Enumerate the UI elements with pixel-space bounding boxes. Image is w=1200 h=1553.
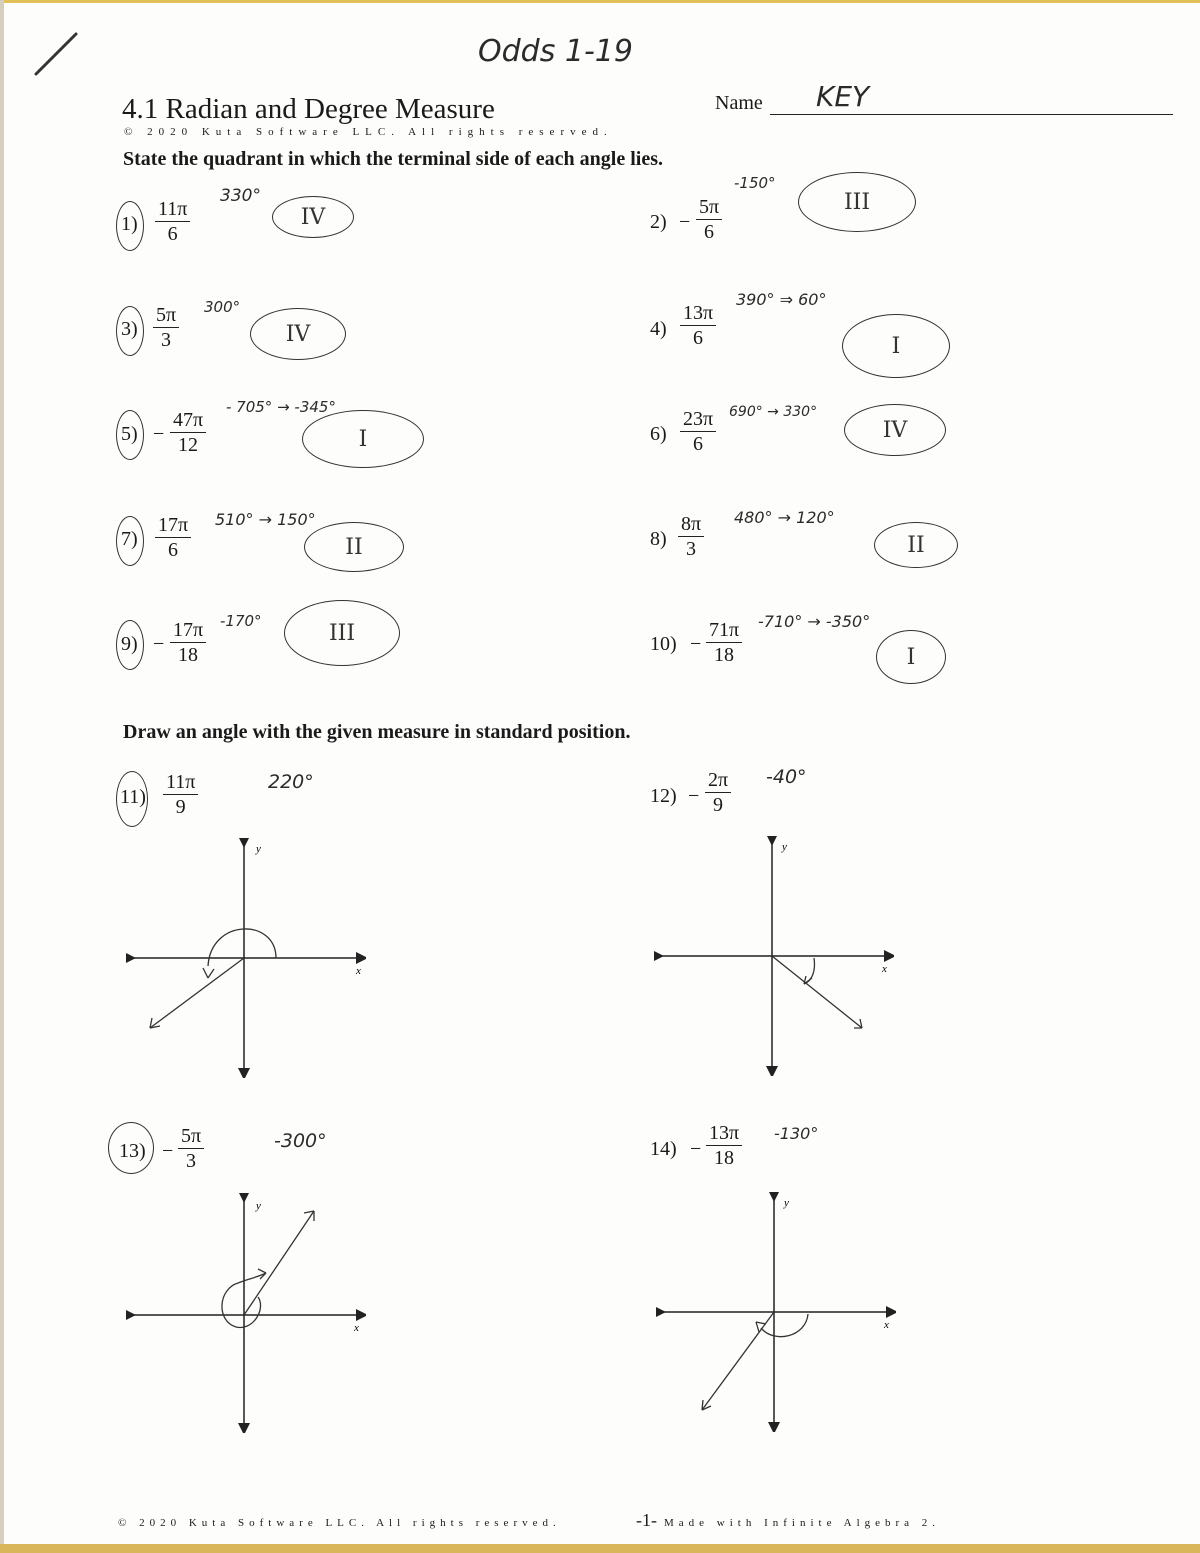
fraction-denominator: 9 <box>175 796 186 818</box>
handwritten-work: 690° → 330° <box>729 404 818 420</box>
fraction-denominator: 3 <box>686 538 697 560</box>
y-axis-label: y <box>784 1197 789 1209</box>
answer-circle <box>876 630 946 684</box>
fraction-numerator: 13π <box>680 301 716 326</box>
paper-edge-bottom <box>0 1544 1200 1553</box>
problem-number: 9) <box>121 633 138 655</box>
graph-problem-11 <box>126 838 366 1078</box>
problem-number: 6) <box>650 423 667 445</box>
answer-circle <box>304 522 404 572</box>
negative-sign: − <box>688 785 700 807</box>
fraction-numerator: 71π <box>706 618 742 643</box>
fraction-numerator: 13π <box>706 1121 742 1146</box>
handwritten-work: 330° <box>220 186 261 206</box>
handwritten-work: -150° <box>734 174 776 192</box>
answer-text: IV <box>882 417 908 443</box>
terminal-side-line <box>150 958 244 1028</box>
handwritten-work: -710° → -350° <box>758 612 871 631</box>
fraction-numerator: 11π <box>155 197 190 222</box>
angle-fraction <box>153 303 179 352</box>
problem-number: 2) <box>650 211 667 233</box>
fraction-denominator: 9 <box>713 794 724 816</box>
terminal-side-line <box>244 1211 314 1315</box>
paper-edge-top <box>0 0 1200 3</box>
problem-number: 3) <box>121 318 138 340</box>
fraction-numerator: 5π <box>178 1124 204 1149</box>
x-axis-label: x <box>884 1319 889 1331</box>
footer-made-with: Made with Infinite Algebra 2. <box>664 1517 941 1529</box>
problem-number: 11) <box>120 786 146 808</box>
fraction-denominator: 3 <box>186 1150 197 1172</box>
answer-circle <box>842 314 950 378</box>
name-label: Name <box>715 92 763 114</box>
fraction-numerator: 17π <box>155 513 191 538</box>
answer-circle <box>844 404 946 456</box>
angle-fraction <box>680 407 716 456</box>
graph-problem-13 <box>126 1193 366 1433</box>
check-mark-icon <box>30 30 80 80</box>
negative-sign: − <box>679 211 691 233</box>
angle-fraction <box>163 770 198 819</box>
answer-text: I <box>891 333 901 359</box>
copyright-line: © 2020 Kuta Software LLC. All rights reserved. <box>124 126 613 138</box>
handwritten-work: 390° ⇒ 60° <box>736 290 827 309</box>
fraction-denominator: 18 <box>178 644 199 666</box>
paper-edge-left <box>0 0 4 1553</box>
answer-text: I <box>358 426 368 452</box>
terminal-side-line <box>702 1312 774 1410</box>
fraction-numerator: 11π <box>163 770 198 795</box>
fraction-numerator: 23π <box>680 407 716 432</box>
terminal-side-line <box>772 956 862 1028</box>
negative-sign: − <box>153 633 165 655</box>
problem-number: 12) <box>650 785 677 807</box>
fraction-denominator: 12 <box>178 434 199 456</box>
handwritten-work: 480° → 120° <box>734 508 835 527</box>
negative-sign: − <box>690 633 702 655</box>
negative-sign: − <box>690 1138 702 1160</box>
handwritten-work: 510° → 150° <box>215 510 316 529</box>
answer-text: III <box>843 189 871 215</box>
handwritten-work: -130° <box>774 1124 819 1143</box>
page-number: -1- <box>636 1510 657 1530</box>
angle-fraction <box>696 195 722 244</box>
answer-circle <box>284 600 400 666</box>
section1-instructions: State the quadrant in which the terminal side of each angle lies. <box>123 148 663 170</box>
name-value: KEY <box>816 80 870 113</box>
answer-text: II <box>345 534 363 560</box>
x-axis-label: x <box>354 1322 359 1334</box>
graph-problem-14 <box>656 1192 896 1432</box>
fraction-numerator: 8π <box>678 512 704 537</box>
handwritten-work: 300° <box>204 298 241 316</box>
handwritten-work: -300° <box>274 1130 327 1152</box>
fraction-denominator: 3 <box>161 329 172 351</box>
graph-problem-12 <box>654 836 894 1076</box>
problem-number: 1) <box>121 213 138 235</box>
y-axis-label: y <box>256 1200 261 1212</box>
answer-circle <box>302 410 424 468</box>
x-axis-label: x <box>882 963 887 975</box>
fraction-denominator: 6 <box>704 221 715 243</box>
angle-fraction <box>155 513 191 562</box>
angle-fraction <box>678 512 704 561</box>
fraction-numerator: 5π <box>696 195 722 220</box>
worksheet-title: 4.1 Radian and Degree Measure <box>122 93 495 125</box>
answer-circle <box>272 196 354 238</box>
angle-fraction <box>705 768 731 817</box>
problem-number: 13) <box>119 1140 146 1162</box>
angle-fraction <box>706 618 742 667</box>
y-axis-label: y <box>782 841 787 853</box>
problem-number: 5) <box>121 423 138 445</box>
negative-sign: − <box>162 1140 174 1162</box>
fraction-denominator: 18 <box>714 644 735 666</box>
answer-circle <box>798 172 916 232</box>
problem-number: 4) <box>650 318 667 340</box>
handwritten-work: 220° <box>268 771 314 793</box>
handwritten-work: - 705° → -345° <box>226 398 336 416</box>
fraction-denominator: 6 <box>693 327 704 349</box>
problem-number: 14) <box>650 1138 677 1160</box>
rotation-arc <box>208 929 276 966</box>
angle-fraction <box>155 197 190 246</box>
angle-fraction <box>170 408 206 457</box>
footer-copyright: © 2020 Kuta Software LLC. All rights reserved. <box>118 1517 561 1529</box>
answer-text: IV <box>285 321 311 347</box>
rotation-arc <box>761 1314 808 1337</box>
name-line <box>770 114 1173 115</box>
answer-text: III <box>328 620 356 646</box>
handwritten-assignment-note: Odds 1-19 <box>478 34 633 69</box>
fraction-denominator: 6 <box>167 223 178 245</box>
answer-text: I <box>906 644 916 670</box>
answer-circle <box>250 308 346 360</box>
handwritten-work: -170° <box>220 612 262 630</box>
angle-fraction <box>706 1121 742 1170</box>
fraction-numerator: 17π <box>170 618 206 643</box>
answer-text: II <box>907 532 925 558</box>
fraction-denominator: 18 <box>714 1147 735 1169</box>
handwritten-work: -40° <box>766 766 807 788</box>
answer-text: IV <box>300 204 326 230</box>
fraction-denominator: 6 <box>168 539 179 561</box>
answer-circle <box>874 522 958 568</box>
problem-number: 7) <box>121 528 138 550</box>
angle-fraction <box>170 618 206 667</box>
problem-number: 10) <box>650 633 677 655</box>
angle-fraction <box>178 1124 204 1173</box>
problem-number: 8) <box>650 528 667 550</box>
negative-sign: − <box>153 423 165 445</box>
x-axis-label: x <box>356 965 361 977</box>
angle-fraction <box>680 301 716 350</box>
y-axis-label: y <box>256 843 261 855</box>
fraction-numerator: 5π <box>153 303 179 328</box>
fraction-numerator: 2π <box>705 768 731 793</box>
fraction-numerator: 47π <box>170 408 206 433</box>
fraction-denominator: 6 <box>693 433 704 455</box>
section2-instructions: Draw an angle with the given measure in standard position. <box>123 721 631 743</box>
